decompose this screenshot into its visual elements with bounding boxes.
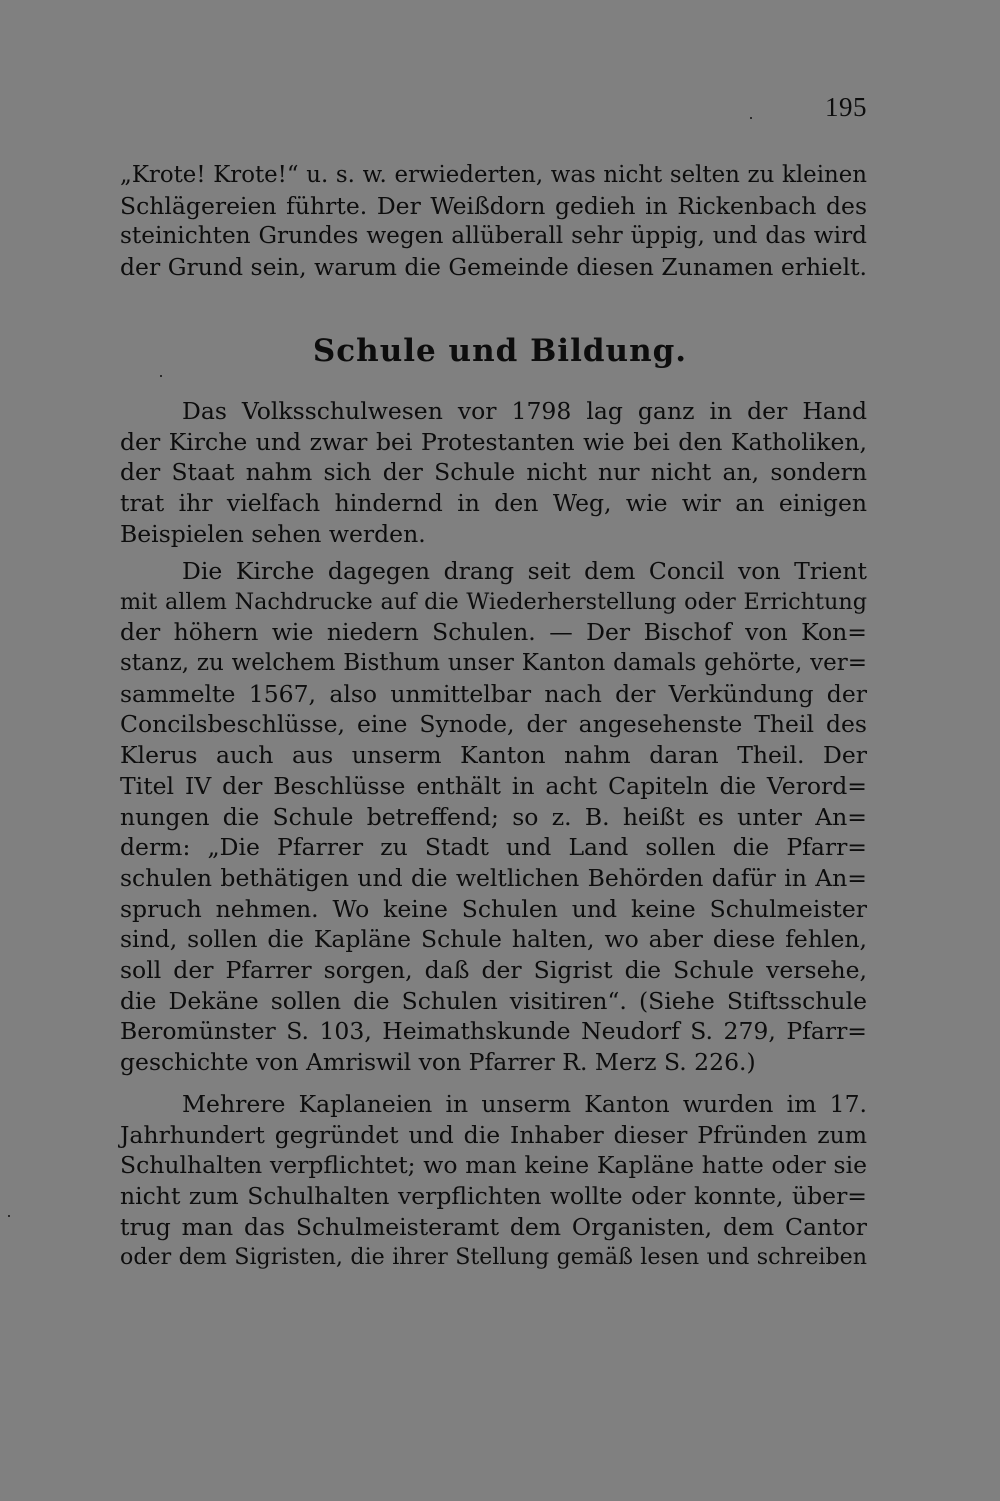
paragraph-concil <box>120 556 867 1078</box>
text-line: steinichten Grundes wegen allüberall sehr üppig, und das wird <box>120 222 867 250</box>
text-line: Beromünster S. 103, Heimathskunde Neudorf S. 279, Pfarr= <box>120 1017 867 1046</box>
text-line: „Krote! Krote!“ u. s. w. erwiederten, was nicht selten zu kleinen <box>120 162 867 188</box>
text-line: mit allem Nachdrucke auf die Wiederherstellung oder Errichtung <box>120 588 867 615</box>
text-line: Titel IV der Beschlüsse enthält in acht Capiteln die Verord= <box>120 771 867 800</box>
text-line: Jahrhundert gegründet und die Inhaber dieser Pfründen zum <box>120 1120 867 1149</box>
text-line: Beispielen sehen werden. <box>120 519 426 548</box>
text-line: geschichte von Amriswil von Pfarrer R. Merz S. 226.) <box>120 1048 756 1076</box>
text-line: spruch nehmen. Wo keine Schulen und keine Schulmeister <box>120 894 867 923</box>
scan-speck <box>160 375 162 377</box>
paragraph-kaplaneien <box>120 1089 867 1273</box>
text-line: der Kirche und zwar bei Protestanten wie bei den Katholiken, <box>120 427 867 456</box>
text-line: Schlägereien führte. Der Weißdorn gedieh in Rickenbach des <box>120 191 867 220</box>
text-line: der Staat nahm sich der Schule nicht nur nicht an, sondern <box>120 458 867 487</box>
paragraph-volksschulwesen <box>120 396 867 549</box>
section-heading: Schule und Bildung. <box>312 333 688 369</box>
scan-speck <box>750 117 752 119</box>
text-line: Mehrere Kaplaneien in unserm Kanton wurden im 17. <box>182 1090 867 1118</box>
intro-paragraph <box>120 160 867 283</box>
scan-speck <box>8 1215 10 1217</box>
text-line: derm: „Die Pfarrer zu Stadt und Land sollen die Pfarr= <box>120 833 867 862</box>
text-line: trug man das Schulmeisteramt dem Organisten, dem Cantor <box>120 1212 867 1241</box>
text-line: stanz, zu welchem Bisthum unser Kanton damals gehörte, ver= <box>120 650 867 677</box>
text-line: soll der Pfarrer sorgen, daß der Sigrist die Schule versehe, <box>120 955 867 984</box>
text-line: nungen die Schule betreffend; so z. B. heißt es unter An= <box>120 802 867 831</box>
text-line: oder dem Sigristen, die ihrer Stellung gemäß lesen und schreiben <box>120 1244 867 1271</box>
text-line: Concilsbeschlüsse, eine Synode, der angesehenste Theil des <box>120 710 867 739</box>
text-line: Klerus auch aus unserm Kanton nahm daran Theil. Der <box>120 741 867 770</box>
text-line: der höhern wie niedern Schulen. — Der Bischof von Kon= <box>120 618 867 647</box>
text-line: der Grund sein, warum die Gemeinde diesen Zunamen erhielt. <box>120 253 867 282</box>
text-line: Schulhalten verpflichtet; wo man keine Kapläne hatte oder sie <box>120 1151 867 1180</box>
text-line: trat ihr vielfach hindernd in den Weg, wie wir an einigen <box>120 489 867 518</box>
text-line: die Dekäne sollen die Schulen visitiren“. (Siehe Stiftsschule <box>120 986 867 1015</box>
text-line: Das Volksschulwesen vor 1798 lag ganz in der Hand <box>182 397 867 425</box>
text-line: sammelte 1567, also unmittelbar nach der Verkündung der <box>120 679 867 708</box>
page-number: 195 <box>825 92 867 122</box>
text-line: schulen bethätigen und die weltlichen Behörden dafür in An= <box>120 863 867 892</box>
text-line: nicht zum Schulhalten verpflichten wollte oder konnte, über= <box>120 1182 867 1211</box>
text-line: sind, sollen die Kapläne Schule halten, wo aber diese fehlen, <box>120 925 867 954</box>
text-line: Die Kirche dagegen drang seit dem Concil von Trient <box>182 557 867 585</box>
